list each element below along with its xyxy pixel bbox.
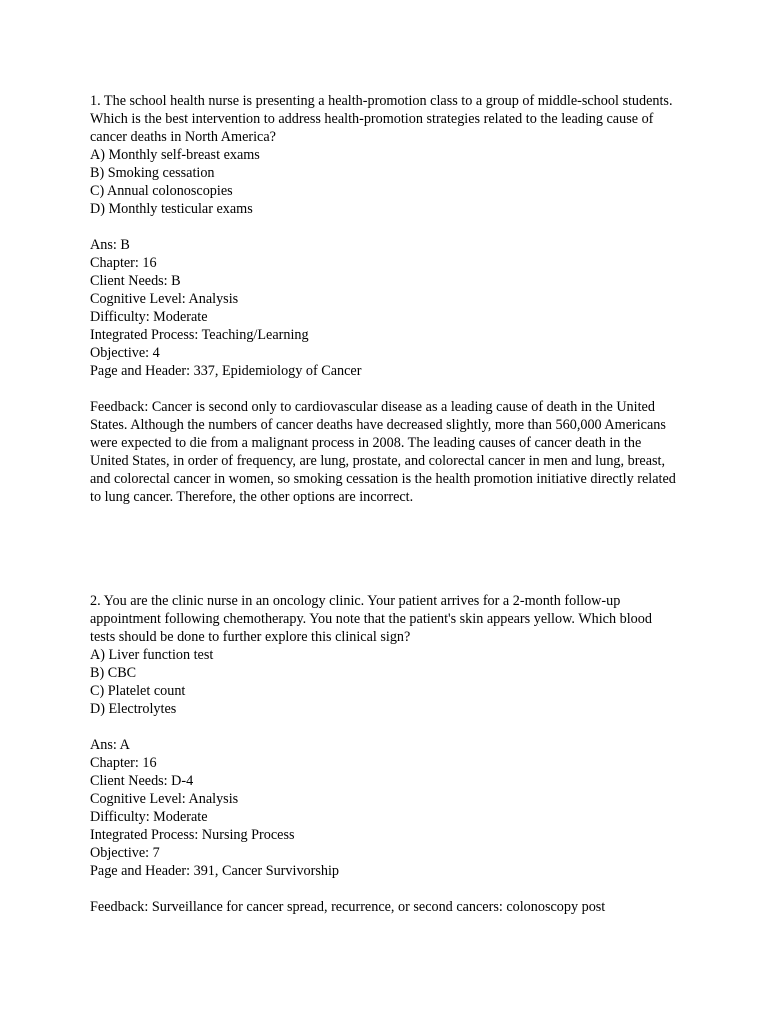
difficulty: Difficulty: Moderate — [90, 309, 208, 325]
answer-option-a: A) Monthly self-breast exams — [90, 147, 260, 163]
chapter: Chapter: 16 — [90, 755, 157, 771]
answer-option-c: C) Annual colonoscopies — [90, 183, 233, 199]
question-stem: 1. The school health nurse is presenting a health-promotion class to a group of middle-school students. Which is the best intervention to address health-promotion strategies related to the leading cause of cancer deaths in North America? — [90, 93, 673, 145]
answer-option-a: A) Liver function test — [90, 647, 214, 663]
question-2 — [90, 592, 680, 916]
answer-option-c: C) Platelet count — [90, 683, 186, 699]
cognitive-level: Cognitive Level: Analysis — [90, 291, 239, 307]
question-stem: 2. You are the clinic nurse in an oncology clinic. Your patient arrives for a 2-month follow-up appointment following chemotherapy. You note that the patient's skin appears yellow. Which blood tests should be done to further explore this clinical sign? — [90, 593, 652, 645]
answer-key: Ans: B — [90, 237, 130, 253]
answer-option-b: B) Smoking cessation — [90, 165, 215, 181]
page-and-header: Page and Header: 391, Cancer Survivorship — [90, 863, 340, 879]
answer-option-d: D) Electrolytes — [90, 701, 177, 717]
integrated-process: Integrated Process: Nursing Process — [90, 827, 295, 843]
question-1 — [90, 92, 680, 506]
chapter: Chapter: 16 — [90, 255, 157, 271]
difficulty: Difficulty: Moderate — [90, 809, 208, 825]
feedback: Feedback: Surveillance for cancer spread, recurrence, or second cancers: colonoscopy post — [90, 899, 606, 915]
client-needs: Client Needs: B — [90, 273, 181, 289]
objective: Objective: 7 — [90, 845, 160, 861]
client-needs: Client Needs: D-4 — [90, 773, 194, 789]
page-and-header: Page and Header: 337, Epidemiology of Cancer — [90, 363, 362, 379]
objective: Objective: 4 — [90, 345, 160, 361]
answer-option-d: D) Monthly testicular exams — [90, 201, 253, 217]
cognitive-level: Cognitive Level: Analysis — [90, 791, 239, 807]
integrated-process: Integrated Process: Teaching/Learning — [90, 327, 309, 343]
answer-option-b: B) CBC — [90, 665, 137, 681]
feedback: Feedback: Cancer is second only to cardiovascular disease as a leading cause of death in the United States. Although the numbers of cancer deaths have decreased slightly, more than 560,000 Americans were expected to die from a malignant process in 2008. The leading causes of cancer death in the United States, in order of frequency, are lung, prostate, and colorectal cancer in men and lung, breast, and colorectal cancer in women, so smoking cessation is the health promotion initiative directly related to lung cancer. Therefore, the other options are incorrect. — [90, 399, 676, 505]
answer-key: Ans: A — [90, 737, 130, 753]
